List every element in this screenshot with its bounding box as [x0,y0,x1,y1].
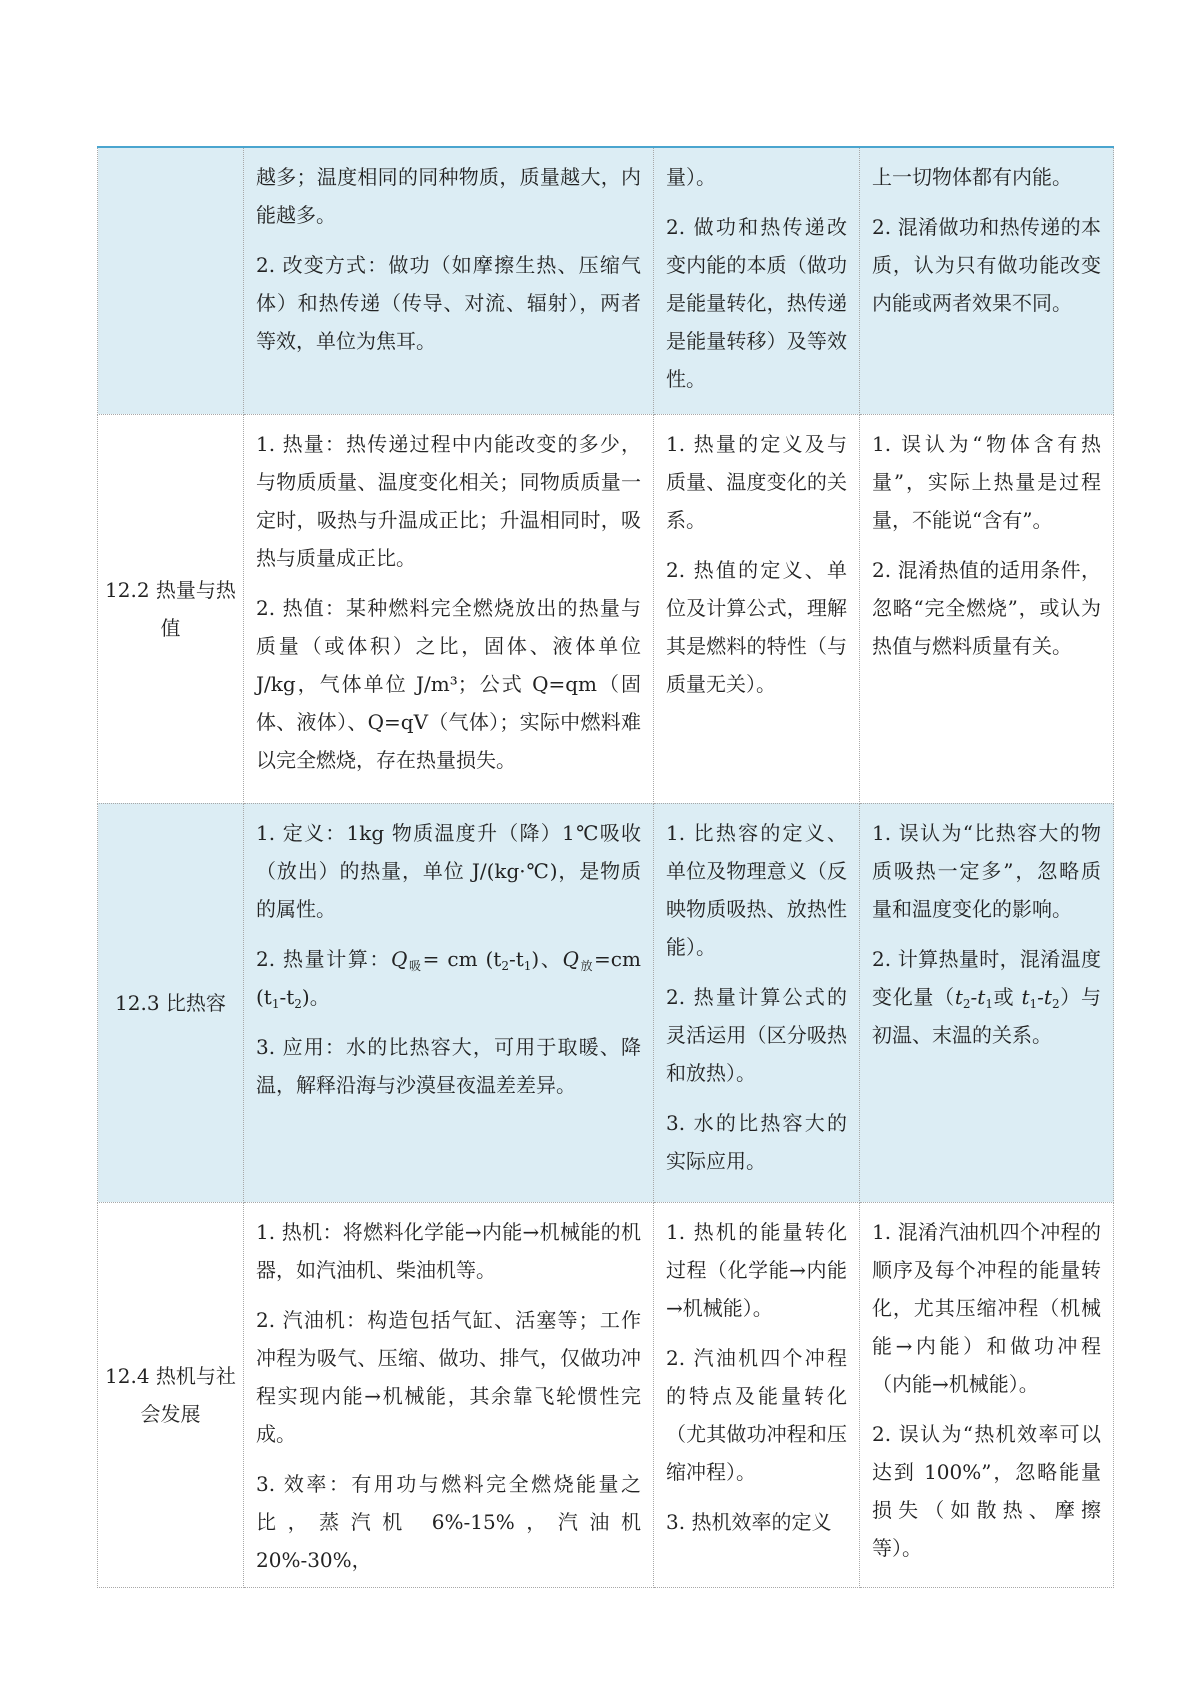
knowledge-cell: 1. 定义：1kg 物质温度升（降）1℃吸收（放出）的热量，单位 J/(kg·℃)，是物质的属性。 2. 热量计算：$Q_吸=$ cm $(t_2-t_1)$、$Q_放=cm$ $(t_1-t_2)$。 3. 应用：水的比热容大，可用于取暖、降温，解释沿海与沙漠昼夜温差差异。 [244,803,654,1202]
table-row [98,414,1114,803]
topic-cell: 12.4 热机与社会发展 [98,1202,244,1587]
mistakes-cell: 1. 误认为“物体含有热量”，实际上热量是过程量，不能说“含有”。 2. 混淆热值的适用条件，忽略“完全燃烧”，或认为热值与燃料质量有关。 [860,414,1114,803]
topic-cell: 12.3 比热容 [98,803,244,1202]
key-points-cell: 量）。 2. 做功和热传递改变内能的本质（做功是能量转化，热传递是能量转移）及等效性。 [654,147,860,414]
key-points-cell: 1. 热机的能量转化过程（化学能→内能→机械能）。 2. 汽油机四个冲程的特点及能量转化（尤其做功冲程和压缩冲程）。 3. 热机效率的定义 [654,1202,860,1587]
topic-cell: 12.2 热量与热值 [98,414,244,803]
mistakes-cell: 上一切物体都有内能。 2. 混淆做功和热传递的本质，认为只有做功能改变内能或两者效果不同。 [860,147,1114,414]
table-row [98,147,1114,414]
mistakes-cell: 1. 误认为“比热容大的物质吸热一定多”，忽略质量和温度变化的影响。 2. 计算热量时，混淆温度变化量（$t_2-t_1$或 $t_1-t_2$）与初温、末温的关系。 [860,803,1114,1202]
mistakes-cell: 1. 混淆汽油机四个冲程的顺序及每个冲程的能量转化，尤其压缩冲程（机械能→内能）和做功冲程（内能→机械能）。 2. 误认为“热机效率可以达到 100%”，忽略能量损失（如散热、摩擦等）。 [860,1202,1114,1587]
topic-cell [98,147,244,414]
key-points-cell: 1. 比热容的定义、单位及物理意义（反映物质吸热、放热性能）。 2. 热量计算公式的灵活运用（区分吸热和放热）。 3. 水的比热容大的实际应用。 [654,803,860,1202]
knowledge-cell: 越多；温度相同的同种物质，质量越大，内能越多。 2. 改变方式：做功（如摩擦生热、压缩气体）和热传递（传导、对流、辐射），两者等效，单位为焦耳。 [244,147,654,414]
heat-formula: 2. 热量计算：$Q_吸=$ cm $(t_2-t_1)$、$Q_放=cm$ $(t_1-t_2)$。 [256,946,641,1011]
temp-change-note: 2. 计算热量时，混淆温度变化量（$t_2-t_1$或 $t_1-t_2$）与初温、末温的关系。 [872,946,1102,1047]
key-points-cell: 1. 热量的定义及与质量、温度变化的关系。 2. 热值的定义、单位及计算公式，理解其是燃料的特性（与质量无关）。 [654,414,860,803]
knowledge-cell: 1. 热量：热传递过程中内能改变的多少，与物质质量、温度变化相关；同物质质量一定时，吸热与升温成正比；升温相同时，吸热与质量成正比。 2. 热值：某种燃料完全燃烧放出的热量与质量（或体积）之比，固体、液体单位 J/kg，气体单位 J/m³；公式 Q=qm（固体、液体）、Q=qV（气体）；实际中燃料难以完全燃烧，存在热量损失。 [244,414,654,803]
knowledge-cell: 1. 热机：将燃料化学能→内能→机械能的机器，如汽油机、柴油机等。 2. 汽油机：构造包括气缸、活塞等；工作冲程为吸气、压缩、做功、排气，仅做功冲程实现内能→机械能，其余靠飞轮惯性完成。 3. 效率：有用功与燃料完全燃烧能量之比，蒸汽机 6%-15%，汽油机 20%-30%， [244,1202,654,1587]
table-row [98,1202,1114,1587]
table-row [98,803,1114,1202]
knowledge-table [97,146,1114,1588]
